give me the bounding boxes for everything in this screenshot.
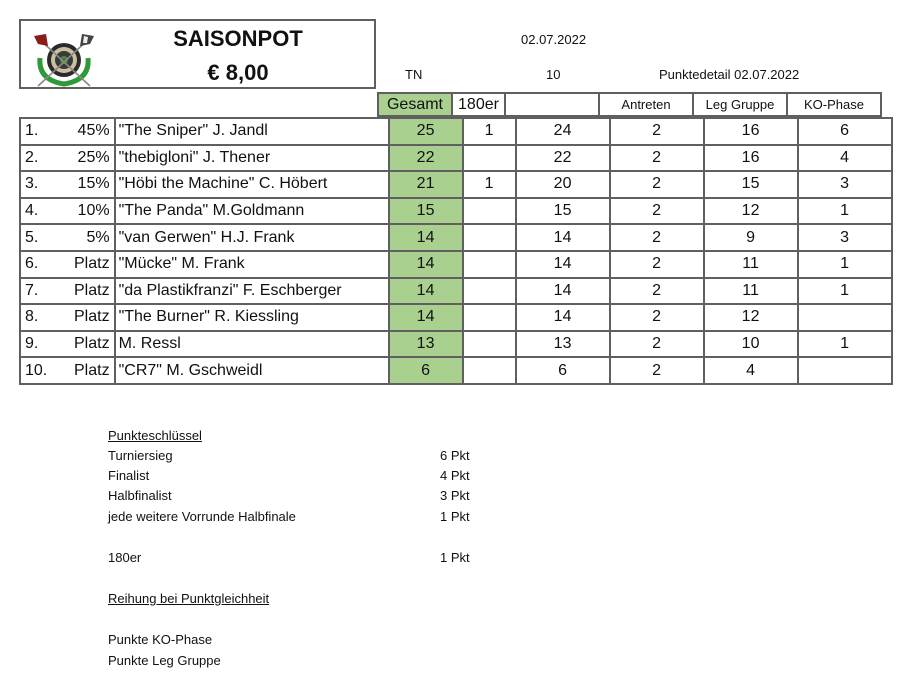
c180-cell [463,198,516,225]
key-title: Punkteschlüssel [108,428,202,443]
c180-cell [463,224,516,251]
sum-cell: 20 [516,171,610,198]
leg-gruppe-cell: 12 [704,304,798,331]
table-row [20,171,892,198]
pct-cell: 45% [74,118,115,145]
key-item: Halbfinalist 3 Pkt [108,488,470,503]
key-item: 180er 1 Pkt [108,550,470,565]
antreten-cell: 2 [610,251,704,278]
ko-phase-cell: 3 [798,171,892,198]
gesamt-cell: 15 [389,198,463,225]
player-name: "thebigloni" J. Thener [115,145,389,172]
antreten-cell: 2 [610,198,704,225]
pct-cell: 15% [74,171,115,198]
antreten-cell: 2 [610,357,704,384]
pct-cell: 10% [74,198,115,225]
table-row [20,145,892,172]
player-name: "Höbi the Machine" C. Höbert [115,171,389,198]
c180-cell [463,357,516,384]
report-date: 02.07.2022 [521,32,587,47]
tn-value: 10 [546,67,561,82]
table-row [20,304,892,331]
gesamt-cell: 25 [389,118,463,145]
col-antreten: Antreten [599,93,693,116]
rank-cell: 1. [20,118,74,145]
key-item: Turniersieg 6 Pkt [108,448,470,463]
dart-club-logo-icon [28,28,100,88]
leg-gruppe-cell: 16 [704,145,798,172]
table-row [20,278,892,305]
player-name: "Mücke" M. Frank [115,251,389,278]
key-item: jede weitere Vorrunde Halbfinale 1 Pkt [108,509,470,524]
page-title: SAISONPOT [173,26,303,51]
tn-label: TN [405,67,423,82]
rank-cell: 3. [20,171,74,198]
pct-cell: Platz [74,304,115,331]
sum-cell: 6 [516,357,610,384]
rank-cell: 8. [20,304,74,331]
leg-gruppe-cell: 10 [704,331,798,358]
gesamt-cell: 14 [389,278,463,305]
player-name: "The Burner" R. Kiessling [115,304,389,331]
rank-cell: 9. [20,331,74,358]
antreten-cell: 2 [610,145,704,172]
leg-gruppe-cell: 15 [704,171,798,198]
gesamt-cell: 22 [389,145,463,172]
antreten-cell: 2 [610,278,704,305]
antreten-cell: 2 [610,331,704,358]
leg-gruppe-cell: 12 [704,198,798,225]
gesamt-cell: 14 [389,304,463,331]
ko-phase-cell: 6 [798,118,892,145]
col-ko-phase: KO-Phase [787,93,881,116]
tie-item: Punkte KO-Phase [108,632,213,647]
player-name: "CR7" M. Gschweidl [115,357,389,384]
pct-cell: Platz [74,251,115,278]
ko-phase-cell: 4 [798,145,892,172]
pct-cell: 5% [74,224,115,251]
rank-cell: 4. [20,198,74,225]
c180-cell [463,304,516,331]
rank-cell: 10. [20,357,74,384]
sum-cell: 13 [516,331,610,358]
tie-item: Punkte Leg Gruppe [108,653,221,668]
sum-cell: 22 [516,145,610,172]
table-row [20,118,892,145]
table-row [20,357,892,384]
player-name: M. Ressl [115,331,389,358]
punktedetail-label: Punktedetail 02.07.2022 [659,67,800,82]
table-row [20,224,892,251]
saisonpot-amount: € 8,00 [207,60,269,85]
rank-cell: 5. [20,224,74,251]
player-name: "da Plastikfranzi" F. Eschberger [115,278,389,305]
ko-phase-cell: 1 [798,198,892,225]
c180-cell: 1 [463,171,516,198]
sum-cell: 14 [516,278,610,305]
sum-cell: 15 [516,198,610,225]
sum-cell: 14 [516,224,610,251]
player-name: "van Gerwen" H.J. Frank [115,224,389,251]
c180-cell [463,145,516,172]
ko-phase-cell [798,304,892,331]
leg-gruppe-cell: 11 [704,278,798,305]
table-row [20,251,892,278]
sum-cell: 14 [516,304,610,331]
player-name: "The Sniper" J. Jandl [115,118,389,145]
leg-gruppe-cell: 11 [704,251,798,278]
sum-cell: 14 [516,251,610,278]
pct-cell: Platz [74,278,115,305]
antreten-cell: 2 [610,118,704,145]
sum-cell: 24 [516,118,610,145]
antreten-cell: 2 [610,171,704,198]
col-gesamt: Gesamt [378,93,452,116]
gesamt-cell: 6 [389,357,463,384]
pct-cell: Platz [74,331,115,358]
leg-gruppe-cell: 16 [704,118,798,145]
col-180er: 180er [452,93,505,116]
standings-table [19,117,893,385]
ko-phase-cell: 1 [798,251,892,278]
antreten-cell: 2 [610,304,704,331]
rank-cell: 2. [20,145,74,172]
rank-cell: 6. [20,251,74,278]
c180-cell: 1 [463,118,516,145]
key-item: Finalist 4 Pkt [108,468,470,483]
gesamt-cell: 13 [389,331,463,358]
player-name: "The Panda" M.Goldmann [115,198,389,225]
col-sum-blank [505,93,599,116]
gesamt-cell: 14 [389,224,463,251]
table-row [20,198,892,225]
c180-cell [463,251,516,278]
leg-gruppe-cell: 9 [704,224,798,251]
gesamt-cell: 21 [389,171,463,198]
c180-cell [463,331,516,358]
ko-phase-cell [798,357,892,384]
ko-phase-cell: 1 [798,331,892,358]
leg-gruppe-cell: 4 [704,357,798,384]
table-row [20,331,892,358]
rank-cell: 7. [20,278,74,305]
ko-phase-cell: 3 [798,224,892,251]
column-header-row [377,92,882,117]
gesamt-cell: 14 [389,251,463,278]
col-leg-gruppe: Leg Gruppe [693,93,787,116]
pct-cell: 25% [74,145,115,172]
c180-cell [463,278,516,305]
tie-title: Reihung bei Punktgleichheit [108,591,270,606]
pct-cell: Platz [74,357,115,384]
antreten-cell: 2 [610,224,704,251]
ko-phase-cell: 1 [798,278,892,305]
